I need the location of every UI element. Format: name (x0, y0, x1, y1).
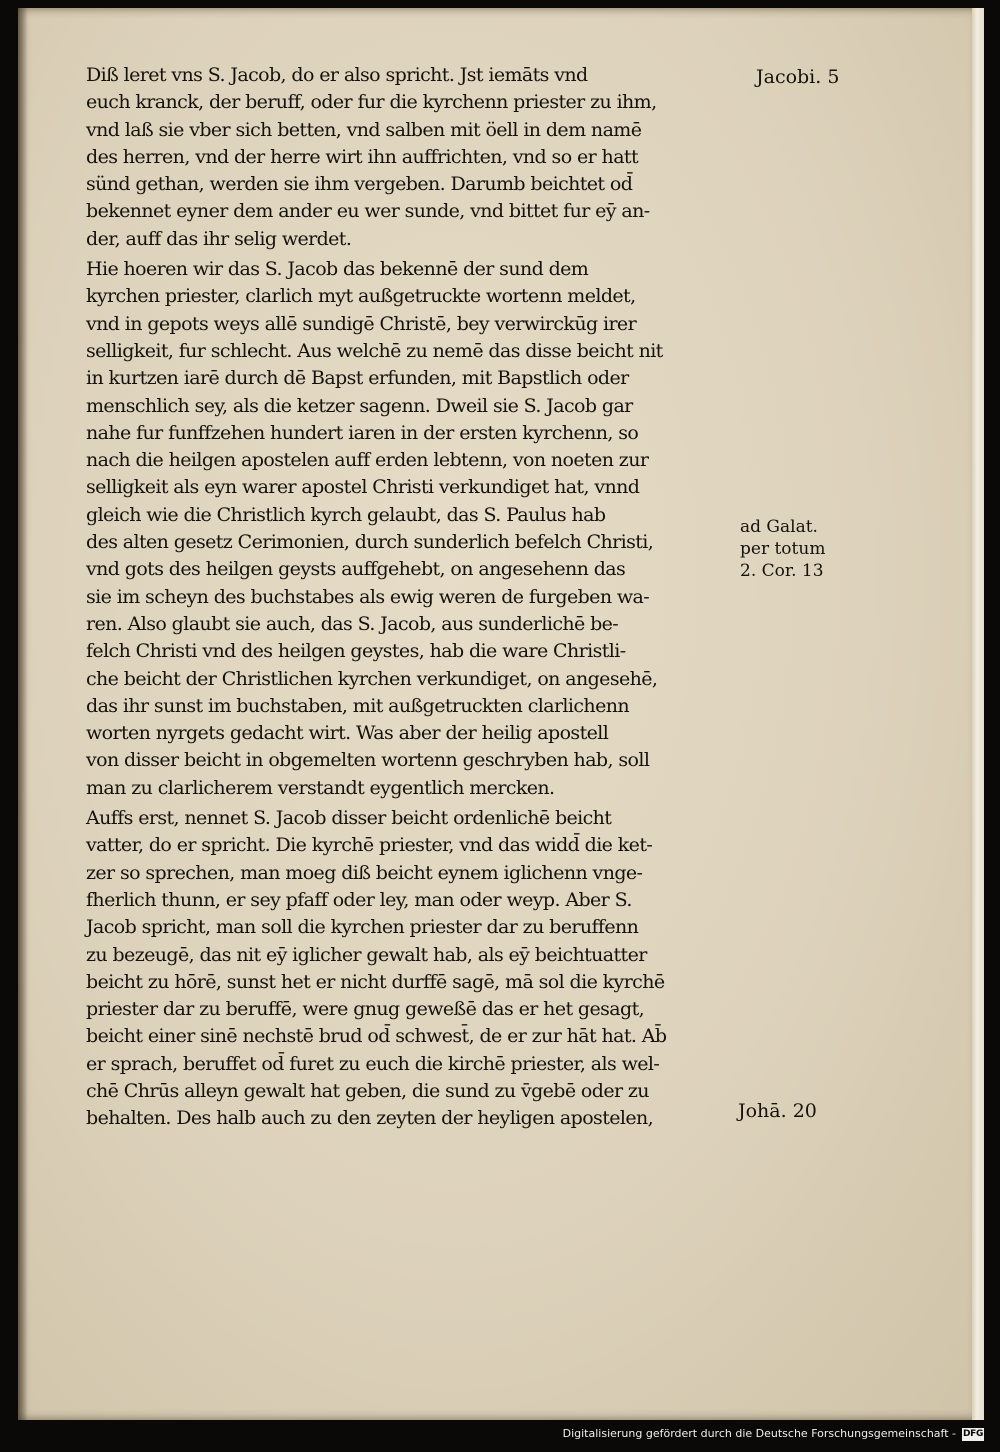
text-line: che beicht der Christlichen kyrchen verkundiget, on angesehē, (86, 667, 658, 690)
page-edge (972, 8, 984, 1420)
text-line: Diß leret vns S. Jacob, do er also spricht. Jst iemāts vnd (86, 64, 588, 86)
text-line: des herren, vnd der herre wirt ihn auffrichten, vnd so er hatt (86, 145, 638, 168)
text-line: des alten gesetz Cerimonien, durch sunderlich befelch Christi, (86, 531, 654, 554)
page-gutter-shadow (18, 8, 28, 1420)
text-line: vnd laß sie vber sich betten, vnd salben mit öell in dem namē (86, 118, 642, 141)
footer-credit: Digitalisierung gefördert durch die Deutsche Forschungsgemeinschaft - (562, 1427, 956, 1440)
text-line: man zu clarlicherem verstandt eygentlich mercken. (86, 776, 555, 799)
body-text (86, 62, 766, 1133)
margin-note-line: 2. Cor. 13 (740, 561, 824, 581)
margin-note-line: ad Galat. (740, 517, 818, 537)
text-line: nach die heilgen apostelen auff erden lebtenn, von noeten zur (86, 449, 649, 472)
text-line: fherlich thunn, er sey pfaff oder ley, man oder weyp. Aber S. (86, 888, 632, 911)
text-line: priester dar zu beruffē, were gnug geweßē das er het gesagt, (86, 998, 645, 1021)
text-line: vnd gots des heilgen geysts auffgehebt, on angesehenn das (86, 558, 626, 581)
text-line: selligkeit als eyn warer apostel Christi verkundiget hat, vnnd (86, 476, 640, 499)
dfg-logo: DFG (962, 1429, 984, 1439)
text-line: von disser beicht in obgemelten wortenn geschryben hab, soll (86, 749, 650, 772)
text-line: zu bezeugē, das nit eȳ iglicher gewalt hab, als eȳ beichtuatter (86, 943, 647, 966)
text-line: bekennet eyner dem ander eu wer sunde, vnd bittet fur eȳ an- (86, 200, 650, 223)
text-line: sie im scheyn des buchstabes als ewig weren de furgeben wa- (86, 585, 650, 608)
text-line: selligkeit, fur schlecht. Aus welchē zu nemē das disse beicht nit (86, 339, 663, 362)
text-line: Jacob spricht, man soll die kyrchen priester dar zu beruffenn (86, 916, 639, 939)
text-line: das ihr sunst im buchstaben, mit außgetruckten clarlichenn (86, 694, 629, 717)
text-line: nahe fur funffzehen hundert iaren in der ersten kyrchenn, so (86, 421, 639, 444)
text-line: der, auff das ihr selig werdet. (86, 227, 352, 250)
text-line: vnd in gepots weys allē sundigē Christē, bey verwirckūg irer (86, 312, 637, 335)
text-line: kyrchen priester, clarlich myt außgetruckte wortenn meldet, (86, 285, 636, 308)
text-line: worten nyrgets gedacht wirt. Was aber der heilig apostell (86, 722, 609, 745)
text-line: vatter, do er spricht. Die kyrchē priester, vnd das widd̄ die ket- (86, 834, 653, 857)
text-line: chē Chrūs alleyn gewalt hat geben, die sund zu v̄gebē oder zu (86, 1079, 649, 1102)
text-line: beicht zu hōrē, sunst het er nicht durffē sagē, mā sol die kyrchē (86, 970, 665, 993)
margin-note-line: per totum (740, 539, 826, 559)
text-line: Auffs erst, nennet S. Jacob disser beicht ordenlichē beicht (86, 807, 612, 830)
text-line: sünd gethan, werden sie ihm vergeben. Darumb beichtet od̄ (86, 173, 633, 196)
text-line: zer so sprechen, man moeg diß beicht eynem iglichenn vnge- (86, 861, 643, 884)
text-line: ren. Also glaubt sie auch, das S. Jacob, aus sunderlichē be- (86, 612, 619, 635)
margin-note-johannes: Johā. 20 (738, 1100, 817, 1122)
text-line: felch Christi vnd des heilgen geystes, hab die ware Christli- (86, 640, 626, 663)
text-line: in kurtzen iarē durch dē Bapst erfunden, mit Bapstlich oder (86, 367, 629, 390)
text-line: menschlich sey, als die ketzer sagenn. Dweil sie S. Jacob gar (86, 394, 633, 417)
text-line: gleich wie die Christlich kyrch gelaubt, das S. Paulus hab (86, 503, 606, 526)
margin-note-galat (740, 516, 825, 582)
text-line: Hie hoeren wir das S. Jacob das bekennē der sund dem (86, 258, 589, 281)
margin-note-jacobi: Jacobi. 5 (756, 66, 840, 88)
text-line: er sprach, beruffet od̄ furet zu euch die kirchē priester, als wel- (86, 1052, 660, 1075)
text-line: behalten. Des halb auch zu den zeyten der heyligen apostelen, (86, 1107, 654, 1130)
text-line: euch kranck, der beruff, oder fur die kyrchenn priester zu ihm, (86, 91, 657, 114)
text-line: beicht einer sinē nechstē brud od̄ schwest̄, de er zur hāt hat. Ab̄ (86, 1025, 667, 1048)
